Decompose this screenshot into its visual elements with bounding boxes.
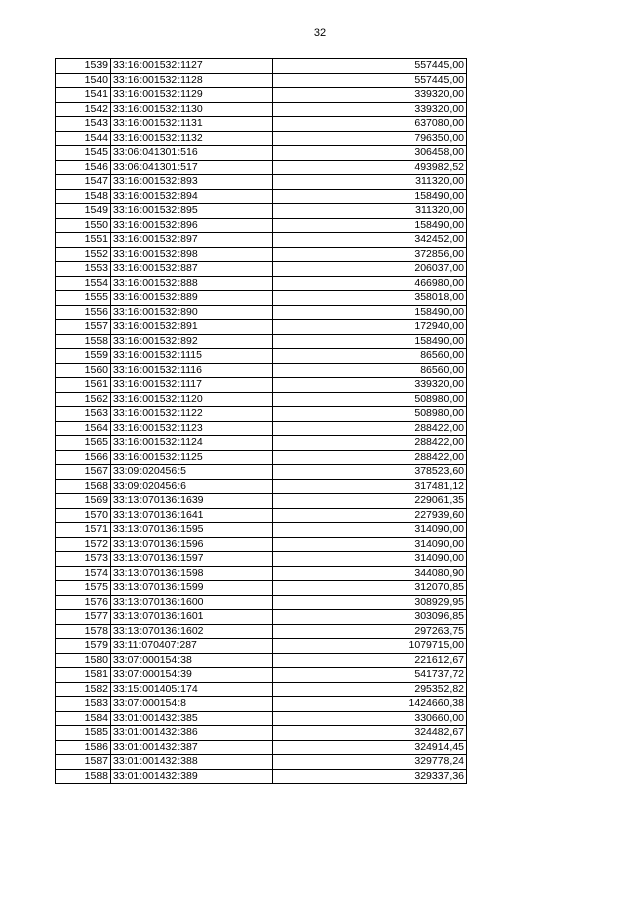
table-row (56, 407, 467, 422)
cadastral-value-cell: 312070,85 (273, 581, 467, 596)
row-number-cell: 1586 (56, 740, 111, 755)
table-row (56, 653, 467, 668)
cadastral-number-cell: 33:16:001532:1129 (111, 88, 273, 103)
cadastral-value-cell: 372856,00 (273, 247, 467, 262)
row-number-cell: 1576 (56, 595, 111, 610)
cadastral-value-cell: 158490,00 (273, 334, 467, 349)
cadastral-number-cell: 33:16:001532:1117 (111, 378, 273, 393)
cadastral-number-cell: 33:16:001532:894 (111, 189, 273, 204)
table-row (56, 537, 467, 552)
cadastral-number-cell: 33:01:001432:385 (111, 711, 273, 726)
cadastral-value-cell: 86560,00 (273, 349, 467, 364)
cadastral-number-cell: 33:09:020456:6 (111, 479, 273, 494)
row-number-cell: 1558 (56, 334, 111, 349)
cadastral-value-cell: 288422,00 (273, 436, 467, 451)
row-number-cell: 1582 (56, 682, 111, 697)
cadastral-number-cell: 33:06:041301:517 (111, 160, 273, 175)
cadastral-number-cell: 33:16:001532:1128 (111, 73, 273, 88)
row-number-cell: 1570 (56, 508, 111, 523)
cadastral-number-cell: 33:16:001532:1123 (111, 421, 273, 436)
row-number-cell: 1552 (56, 247, 111, 262)
cadastral-number-cell: 33:09:020456:5 (111, 465, 273, 480)
row-number-cell: 1583 (56, 697, 111, 712)
cadastral-number-cell: 33:13:070136:1596 (111, 537, 273, 552)
cadastral-number-cell: 33:16:001532:891 (111, 320, 273, 335)
cadastral-number-cell: 33:06:041301:516 (111, 146, 273, 161)
cadastral-value-cell: 295352,82 (273, 682, 467, 697)
row-number-cell: 1569 (56, 494, 111, 509)
cadastral-number-cell: 33:01:001432:387 (111, 740, 273, 755)
cadastral-number-cell: 33:16:001532:1116 (111, 363, 273, 378)
table-row (56, 523, 467, 538)
cadastral-value-cell: 288422,00 (273, 450, 467, 465)
table-row (56, 421, 467, 436)
table-row (56, 175, 467, 190)
cadastral-number-cell: 33:11:070407:287 (111, 639, 273, 654)
row-number-cell: 1565 (56, 436, 111, 451)
table-row (56, 552, 467, 567)
cadastral-number-cell: 33:16:001532:896 (111, 218, 273, 233)
cadastral-value-cell: 229061,35 (273, 494, 467, 509)
table-row (56, 769, 467, 784)
cadastral-number-cell: 33:16:001532:1125 (111, 450, 273, 465)
table-row (56, 204, 467, 219)
cadastral-value-cell: 288422,00 (273, 421, 467, 436)
row-number-cell: 1572 (56, 537, 111, 552)
row-number-cell: 1545 (56, 146, 111, 161)
cadastral-number-cell: 33:16:001532:887 (111, 262, 273, 277)
cadastral-value-cell: 317481,12 (273, 479, 467, 494)
cadastral-value-cell: 311320,00 (273, 204, 467, 219)
cadastral-value-cell: 637080,00 (273, 117, 467, 132)
table-row (56, 276, 467, 291)
cadastral-number-cell: 33:16:001532:1131 (111, 117, 273, 132)
cadastral-value-cell: 329778,24 (273, 755, 467, 770)
row-number-cell: 1551 (56, 233, 111, 248)
cadastral-number-cell: 33:16:001532:888 (111, 276, 273, 291)
cadastral-number-cell: 33:13:070136:1641 (111, 508, 273, 523)
table-row (56, 291, 467, 306)
cadastral-value-cell: 1079715,00 (273, 639, 467, 654)
cadastral-number-cell: 33:13:070136:1639 (111, 494, 273, 509)
table-row (56, 755, 467, 770)
row-number-cell: 1539 (56, 59, 111, 74)
row-number-cell: 1559 (56, 349, 111, 364)
cadastral-value-cell: 314090,00 (273, 523, 467, 538)
cadastral-value-cell: 541737,72 (273, 668, 467, 683)
cadastral-number-cell: 33:16:001532:890 (111, 305, 273, 320)
cadastral-value-cell: 508980,00 (273, 392, 467, 407)
row-number-cell: 1577 (56, 610, 111, 625)
table-row (56, 305, 467, 320)
cadastral-number-cell: 33:16:001532:1124 (111, 436, 273, 451)
cadastral-value-cell: 508980,00 (273, 407, 467, 422)
row-number-cell: 1540 (56, 73, 111, 88)
cadastral-value-cell: 358018,00 (273, 291, 467, 306)
row-number-cell: 1547 (56, 175, 111, 190)
table-row (56, 378, 467, 393)
table-row (56, 146, 467, 161)
row-number-cell: 1548 (56, 189, 111, 204)
cadastral-value-cell: 158490,00 (273, 305, 467, 320)
row-number-cell: 1566 (56, 450, 111, 465)
cadastral-number-cell: 33:16:001532:1122 (111, 407, 273, 422)
cadastral-value-cell: 339320,00 (273, 378, 467, 393)
table-row (56, 262, 467, 277)
row-number-cell: 1549 (56, 204, 111, 219)
row-number-cell: 1588 (56, 769, 111, 784)
row-number-cell: 1573 (56, 552, 111, 567)
table-row (56, 436, 467, 451)
cadastral-number-cell: 33:16:001532:892 (111, 334, 273, 349)
row-number-cell: 1562 (56, 392, 111, 407)
table-row (56, 624, 467, 639)
row-number-cell: 1571 (56, 523, 111, 538)
cadastral-value-cell: 158490,00 (273, 218, 467, 233)
row-number-cell: 1544 (56, 131, 111, 146)
cadastral-number-cell: 33:07:000154:8 (111, 697, 273, 712)
row-number-cell: 1560 (56, 363, 111, 378)
table-row (56, 189, 467, 204)
table-row (56, 682, 467, 697)
row-number-cell: 1580 (56, 653, 111, 668)
table-row (56, 639, 467, 654)
cadastral-value-cell: 221612,67 (273, 653, 467, 668)
table-row (56, 320, 467, 335)
table-row (56, 465, 467, 480)
cadastral-number-cell: 33:13:070136:1602 (111, 624, 273, 639)
table-row (56, 334, 467, 349)
table-row (56, 479, 467, 494)
cadastral-number-cell: 33:16:001532:1130 (111, 102, 273, 117)
row-number-cell: 1584 (56, 711, 111, 726)
table-row (56, 726, 467, 741)
page-number: 32 (313, 27, 327, 39)
row-number-cell: 1556 (56, 305, 111, 320)
cadastral-value-cell: 324914,45 (273, 740, 467, 755)
cadastral-value-cell: 466980,00 (273, 276, 467, 291)
table-row (56, 581, 467, 596)
table-row (56, 697, 467, 712)
cadastral-value-cell: 557445,00 (273, 73, 467, 88)
cadastral-number-cell: 33:16:001532:1132 (111, 131, 273, 146)
table-body (56, 59, 467, 784)
cadastral-value-cell: 158490,00 (273, 189, 467, 204)
table-row (56, 102, 467, 117)
cadastral-value-cell: 308929,95 (273, 595, 467, 610)
row-number-cell: 1541 (56, 88, 111, 103)
row-number-cell: 1550 (56, 218, 111, 233)
cadastral-value-cell: 314090,00 (273, 537, 467, 552)
table-row (56, 88, 467, 103)
cadastral-number-cell: 33:16:001532:889 (111, 291, 273, 306)
table-row (56, 233, 467, 248)
table-row (56, 218, 467, 233)
row-number-cell: 1581 (56, 668, 111, 683)
row-number-cell: 1585 (56, 726, 111, 741)
table-row (56, 363, 467, 378)
cadastral-number-cell: 33:01:001432:386 (111, 726, 273, 741)
cadastral-number-cell: 33:07:000154:38 (111, 653, 273, 668)
table-row (56, 117, 467, 132)
row-number-cell: 1578 (56, 624, 111, 639)
cadastral-value-cell: 227939,60 (273, 508, 467, 523)
row-number-cell: 1542 (56, 102, 111, 117)
table-row (56, 508, 467, 523)
row-number-cell: 1564 (56, 421, 111, 436)
table-row (56, 392, 467, 407)
table-row (56, 610, 467, 625)
cadastral-number-cell: 33:16:001532:1115 (111, 349, 273, 364)
cadastral-number-cell: 33:15:001405:174 (111, 682, 273, 697)
cadastral-value-cell: 339320,00 (273, 102, 467, 117)
cadastral-number-cell: 33:16:001532:895 (111, 204, 273, 219)
table-row (56, 668, 467, 683)
table-row (56, 595, 467, 610)
cadastral-value-cell: 493982,52 (273, 160, 467, 175)
row-number-cell: 1546 (56, 160, 111, 175)
cadastral-number-cell: 33:13:070136:1601 (111, 610, 273, 625)
cadastral-value-cell: 339320,00 (273, 88, 467, 103)
cadastral-value-cell: 86560,00 (273, 363, 467, 378)
cadastral-number-cell: 33:13:070136:1597 (111, 552, 273, 567)
table-row (56, 247, 467, 262)
table-row (56, 711, 467, 726)
row-number-cell: 1561 (56, 378, 111, 393)
row-number-cell: 1587 (56, 755, 111, 770)
table-row (56, 494, 467, 509)
cadastral-value-cell: 329337,36 (273, 769, 467, 784)
cadastral-number-cell: 33:01:001432:389 (111, 769, 273, 784)
row-number-cell: 1553 (56, 262, 111, 277)
cadastral-number-cell: 33:13:070136:1600 (111, 595, 273, 610)
cadastral-value-cell: 324482,67 (273, 726, 467, 741)
cadastral-value-table (55, 58, 467, 784)
cadastral-value-cell: 311320,00 (273, 175, 467, 190)
cadastral-number-cell: 33:16:001532:897 (111, 233, 273, 248)
cadastral-number-cell: 33:16:001532:898 (111, 247, 273, 262)
cadastral-number-cell: 33:13:070136:1595 (111, 523, 273, 538)
cadastral-value-cell: 172940,00 (273, 320, 467, 335)
row-number-cell: 1563 (56, 407, 111, 422)
cadastral-value-cell: 330660,00 (273, 711, 467, 726)
table-row (56, 740, 467, 755)
table-row (56, 59, 467, 74)
cadastral-value-cell: 344080,90 (273, 566, 467, 581)
cadastral-value-cell: 557445,00 (273, 59, 467, 74)
row-number-cell: 1579 (56, 639, 111, 654)
cadastral-number-cell: 33:01:001432:388 (111, 755, 273, 770)
cadastral-value-cell: 342452,00 (273, 233, 467, 248)
cadastral-number-cell: 33:13:070136:1599 (111, 581, 273, 596)
cadastral-number-cell: 33:16:001532:1127 (111, 59, 273, 74)
cadastral-value-cell: 314090,00 (273, 552, 467, 567)
row-number-cell: 1554 (56, 276, 111, 291)
cadastral-value-cell: 297263,75 (273, 624, 467, 639)
cadastral-value-cell: 1424660,38 (273, 697, 467, 712)
cadastral-value-cell: 796350,00 (273, 131, 467, 146)
cadastral-number-cell: 33:16:001532:893 (111, 175, 273, 190)
row-number-cell: 1557 (56, 320, 111, 335)
row-number-cell: 1567 (56, 465, 111, 480)
table-row (56, 131, 467, 146)
table-row (56, 450, 467, 465)
row-number-cell: 1574 (56, 566, 111, 581)
table-row (56, 349, 467, 364)
row-number-cell: 1575 (56, 581, 111, 596)
table-row (56, 73, 467, 88)
table-row (56, 160, 467, 175)
cadastral-value-cell: 206037,00 (273, 262, 467, 277)
cadastral-number-cell: 33:07:000154:39 (111, 668, 273, 683)
cadastral-number-cell: 33:16:001532:1120 (111, 392, 273, 407)
cadastral-value-cell: 303096,85 (273, 610, 467, 625)
cadastral-value-cell: 306458,00 (273, 146, 467, 161)
row-number-cell: 1568 (56, 479, 111, 494)
table-row (56, 566, 467, 581)
row-number-cell: 1543 (56, 117, 111, 132)
cadastral-value-cell: 378523,60 (273, 465, 467, 480)
row-number-cell: 1555 (56, 291, 111, 306)
cadastral-number-cell: 33:13:070136:1598 (111, 566, 273, 581)
